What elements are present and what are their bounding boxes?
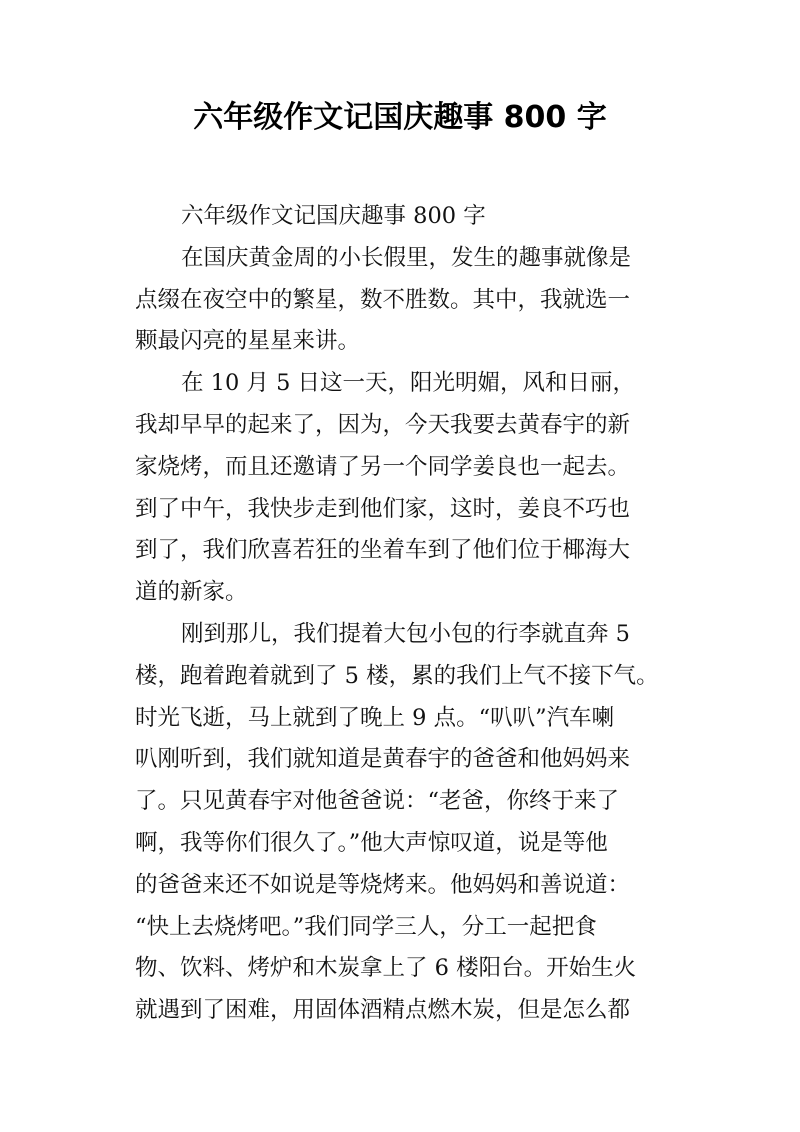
text-line: 到了中午，我快步走到他们家，这时，姜良不巧也 bbox=[135, 495, 631, 522]
text-line: 家烧烤，而且还邀请了另一个同学姜良也一起去。 bbox=[135, 453, 631, 480]
text-line: 在 10 月 5 日这一天，阳光明媚，风和日丽， bbox=[181, 370, 636, 397]
document-title: 六年级作文记国庆趣事 800 字 bbox=[193, 100, 607, 135]
document-body bbox=[135, 196, 695, 1032]
text-line: 我却早早的起来了，因为，今天我要去黄春宇的新 bbox=[135, 411, 631, 438]
text-line: 时光飞逝，马上就到了晚上 9 点。“叭叭”汽车喇 bbox=[135, 704, 615, 731]
text-line: 楼，跑着跑着就到了 5 楼，累的我们上气不接下气。 bbox=[135, 662, 659, 689]
text-line: 的爸爸来还不如说是等烧烤来。他妈妈和善说道： bbox=[135, 871, 631, 898]
text-line: 颗最闪亮的星星来讲。 bbox=[135, 328, 361, 355]
text-line: 在国庆黄金周的小长假里，发生的趣事就像是 bbox=[181, 244, 632, 271]
text-line: 物、饮料、烤炉和木炭拿上了 6 楼阳台。开始生火 bbox=[135, 955, 637, 982]
text-line: 六年级作文记国庆趣事 800 字 bbox=[181, 203, 486, 229]
text-line: 到了，我们欣喜若狂的坐着车到了他们位于椰海大 bbox=[135, 537, 631, 564]
text-line: 了。只见黄春宇对他爸爸说：“老爸，你终于来了 bbox=[135, 788, 620, 815]
text-line: 道的新家。 bbox=[135, 579, 248, 606]
text-line: 点缀在夜空中的繁星，数不胜数。其中，我就选一 bbox=[135, 286, 631, 313]
text-line: 刚到那儿，我们提着大包小包的行李就直奔 5 bbox=[181, 620, 630, 647]
text-line: 啊，我等你们很久了。”他大声惊叹道，说是等他 bbox=[135, 829, 608, 856]
text-line: 叭刚听到，我们就知道是黄春宇的爸爸和他妈妈来 bbox=[135, 746, 631, 773]
text-line: 就遇到了困难，用固体酒精点燃木炭，但是怎么都 bbox=[135, 997, 631, 1024]
text-line: “快上去烧烤吧。”我们同学三人，分工一起把食 bbox=[135, 913, 597, 940]
